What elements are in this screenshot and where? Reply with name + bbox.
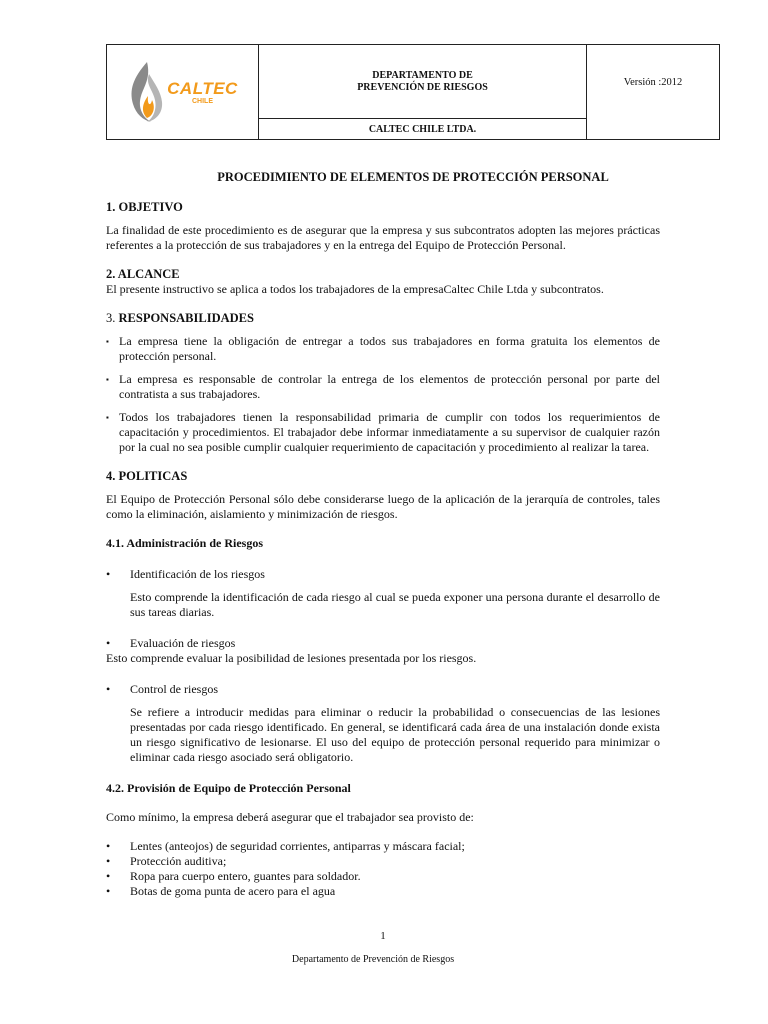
square-bullet-icon: ▪ — [106, 375, 109, 384]
politicas-heading: 4. POLITICAS — [106, 469, 188, 483]
provision-item-1: Lentes (anteojos) de seguridad corrientes, antiparras y máscara facial; — [130, 839, 465, 853]
responsabilidad-3: Todos los trabajadores tienen la responsabilidad primaria de cumplir con todos los requerimientos de capacitación y procedimientos. El trabajador debe informar inmediatamente a su supervisor de cualquier razón por la cual no sea posible cumplir cualquier requerimiento de capacitación y procedimiento al realizar la tarea. — [119, 410, 660, 454]
bullet-dot-icon: • — [106, 567, 111, 581]
list-item — [106, 839, 660, 854]
document-title: PROCEDIMIENTO DE ELEMENTOS DE PROTECCIÓN PERSONAL — [217, 170, 609, 184]
responsabilidades-heading — [106, 311, 660, 326]
bullet-dot-icon: • — [106, 869, 111, 883]
bullet-dot-icon: • — [106, 854, 111, 868]
document-header-table — [106, 44, 720, 140]
provision-heading: 4.2. Provisión de Equipo de Protección Personal — [106, 781, 351, 795]
list-item — [106, 636, 660, 651]
admin-item-1-text: Esto comprende la identificación de cada riesgo al cual se pueda exponer una persona durante el desarrollo de sus tareas diarias. — [130, 590, 660, 619]
alcance-text: El presente instructivo se aplica a todos los trabajadores de la empresaCaltec Chile Ltda y subcontratos. — [106, 282, 604, 296]
logo-cell — [107, 45, 259, 140]
version-cell: Versión :2012 — [587, 45, 720, 140]
responsabilidad-2: La empresa es responsable de controlar la entrega de los elementos de protección personal por parte del contratista a sus trabajadores. — [119, 372, 660, 401]
bullet-dot-icon: • — [106, 839, 111, 853]
admin-riesgos-heading: 4.1. Administración de Riesgos — [106, 536, 264, 550]
admin-item-3-text: Se refiere a introducir medidas para eliminar o reducir la probabilidad o consecuencias de las lesiones presentadas por cada riesgo identificado. En general, se identificará cada área de una instalación donde exista un riesgo significativo de lesionarse. El uso del equipo de protección personal requerido para minimizar o eliminar cada riesgo asociado será obligatorio. — [130, 705, 660, 764]
responsabilidad-1: La empresa tiene la obligación de entregar a todos sus trabajadores en forma gratuita los elementos de protección personal. — [119, 334, 660, 363]
department-cell — [259, 45, 587, 119]
department-line2: PREVENCIÓN DE RIESGOS — [357, 81, 488, 93]
bullet-dot-icon: • — [106, 884, 111, 898]
document-body — [106, 196, 660, 899]
alcance-heading: 2. ALCANCE — [106, 267, 180, 281]
list-item — [106, 372, 660, 402]
responsabilidades-title: RESPONSABILIDADES — [118, 311, 254, 325]
bullet-dot-icon: • — [106, 636, 111, 650]
square-bullet-icon: ▪ — [106, 337, 109, 346]
provision-item-3: Ropa para cuerpo entero, guantes para soldador. — [130, 869, 361, 883]
page-number: 1 — [380, 930, 386, 942]
department-line1: DEPARTAMENTO DE — [372, 69, 473, 81]
objetivo-text: La finalidad de este procedimiento es de asegurar que la empresa y sus subcontratos adopten las mejores prácticas referentes a la protección de sus trabajadores y en la entrega del Equipo de Protección Personal. — [106, 223, 660, 252]
list-item — [106, 334, 660, 364]
provision-intro: Como mínimo, la empresa deberá asegurar que el trabajador sea provisto de: — [106, 810, 474, 824]
provision-item-2: Protección auditiva; — [130, 854, 227, 868]
company-cell: CALTEC CHILE LTDA. — [259, 119, 587, 140]
caltec-logo — [107, 60, 258, 124]
bullet-dot-icon: • — [106, 682, 111, 696]
logo-country: CHILE — [192, 97, 213, 105]
objetivo-heading: 1. OBJETIVO — [106, 200, 183, 214]
logo-name: CALTEC — [167, 78, 238, 98]
list-item — [106, 854, 660, 869]
admin-item-2: Evaluación de riesgos — [130, 636, 236, 650]
list-item — [106, 682, 660, 697]
square-bullet-icon: ▪ — [106, 413, 109, 422]
flame-icon — [127, 60, 165, 124]
admin-item-1: Identificación de los riesgos — [130, 567, 265, 581]
politicas-text: El Equipo de Protección Personal sólo debe considerarse luego de la aplicación de la jerarquía de controles, tales como la eliminación, aislamiento y minimización de riesgos. — [106, 492, 660, 521]
page-footer: Departamento de Prevención de Riesgos — [291, 954, 455, 965]
responsabilidades-number: 3. — [106, 311, 119, 325]
list-item — [106, 567, 660, 582]
provision-item-4: Botas de goma punta de acero para el agua — [130, 884, 336, 898]
list-item — [106, 869, 660, 884]
list-item — [106, 410, 660, 455]
admin-item-2-text: Esto comprende evaluar la posibilidad de lesiones presentada por los riesgos. — [106, 651, 477, 665]
admin-item-3: Control de riesgos — [130, 682, 218, 696]
list-item — [106, 884, 660, 899]
